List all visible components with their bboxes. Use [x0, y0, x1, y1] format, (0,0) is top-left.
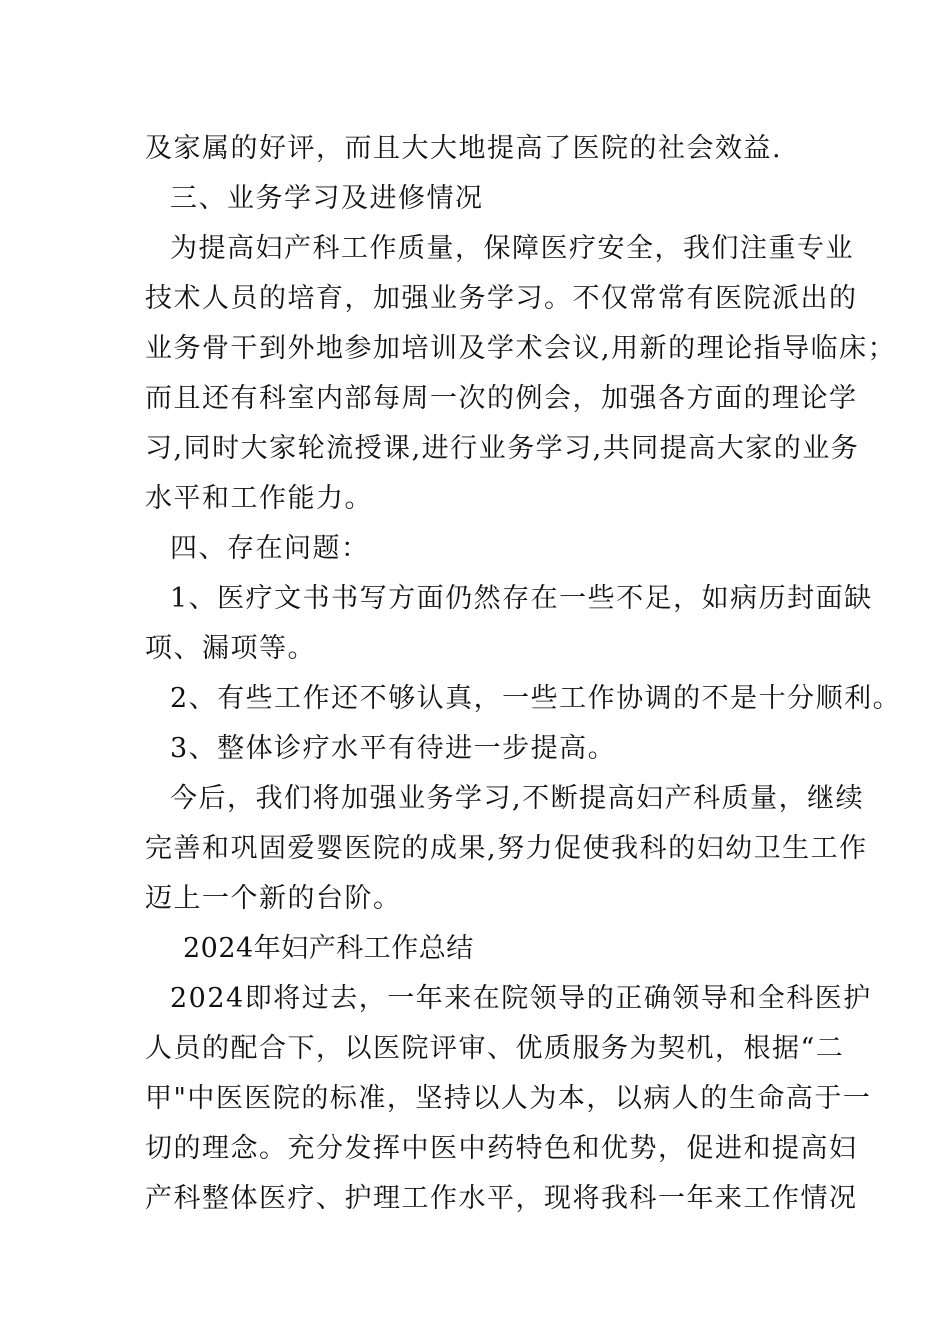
text-line: 今后，我们将加强业务学习,不断提高妇产科质量，继续 [170, 783, 865, 814]
text-line: 项、漏项等。 [145, 633, 316, 664]
text-line: 习,同时大家轮流授课,进行业务学习,共同提高大家的业务 [145, 433, 860, 464]
text-line: 迈上一个新的台阶。 [145, 883, 402, 914]
text-line: 水平和工作能力。 [145, 483, 373, 514]
text-line: 2、有些工作还不够认真，一些工作协调的不是十分顺利。 [170, 683, 902, 714]
text-line: 技术人员的培育，加强业务学习。不仅常常有医院派出的 [145, 283, 858, 314]
text-line: 产科整体医疗、护理工作水平，现将我科一年来工作情况 [145, 1183, 858, 1214]
text-line: 人员的配合下，以医院评审、优质服务为契机，根据“二 [145, 1033, 845, 1064]
text-line: 完善和巩固爱婴医院的成果,努力促使我科的妇幼卫生工作 [145, 833, 868, 864]
section-heading: 四、存在问题： [170, 533, 370, 564]
section-heading: 三、业务学习及进修情况 [170, 183, 484, 214]
text-line: 3、整体诊疗水平有待进一步提高。 [170, 733, 617, 764]
text-line: 2024即将过去，一年来在院领导的正确领导和全科医护 [170, 983, 872, 1014]
document-title: 2024年妇产科工作总结 [183, 933, 474, 964]
text-line: 为提高妇产科工作质量，保障医疗安全，我们注重专业 [170, 233, 854, 264]
text-line: 及家属的好评，而且大大地提高了医院的社会效益. [145, 133, 783, 164]
text-line: 1、医疗文书书写方面仍然存在一些不足，如病历封面缺 [170, 583, 873, 614]
text-line: 业务骨干到外地参加培训及学术会议,用新的理论指导临床； [145, 333, 897, 364]
text-line: 甲"中医医院的标准，坚持以人为本，以病人的生命高于一 [145, 1083, 872, 1114]
text-line: 切的理念。充分发挥中医中药特色和优势，促进和提高妇 [145, 1133, 858, 1164]
text-line: 而且还有科室内部每周一次的例会，加强各方面的理论学 [145, 383, 858, 414]
